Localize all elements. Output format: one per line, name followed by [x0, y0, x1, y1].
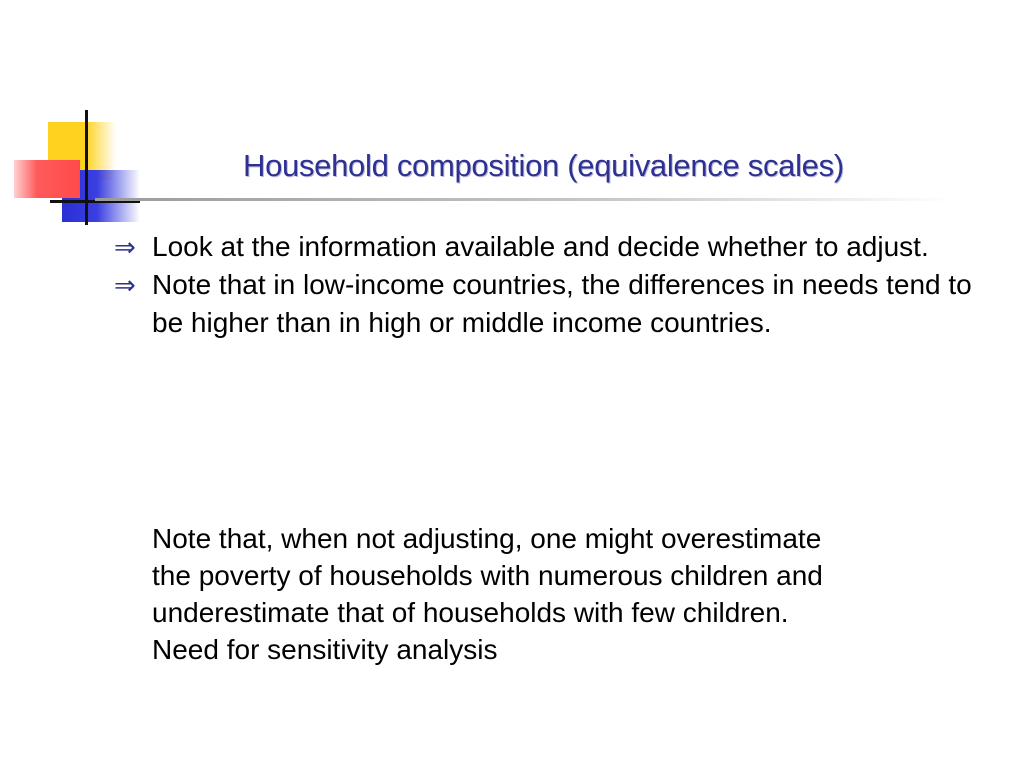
note-line: Need for sensitivity analysis [152, 634, 498, 665]
slide-title: Household composition (equivalence scales) [243, 148, 844, 183]
title-underline [95, 198, 955, 201]
slide-logo-decoration [0, 100, 140, 230]
note-paragraph [152, 520, 1002, 668]
note-line: Note that, when not adjusting, one might overestimate [152, 523, 822, 554]
bullet-item [112, 228, 1002, 266]
note-line: underestimate that of households with few children. [152, 597, 789, 628]
implies-arrow-icon: ⇒ [114, 271, 136, 301]
logo-red-bar [14, 160, 80, 198]
bullet-text: Note that in low-income countries, the differences in needs tend to be higher than in high or middle income countries. [152, 269, 972, 338]
implies-arrow-icon: ⇒ [114, 233, 136, 263]
logo-vertical-line [85, 110, 88, 225]
note-line: the poverty of households with numerous children and [152, 560, 823, 591]
bullet-list [112, 228, 1002, 342]
bullet-text: Look at the information available and decide whether to adjust. [152, 231, 929, 262]
bullet-item [112, 266, 1002, 342]
